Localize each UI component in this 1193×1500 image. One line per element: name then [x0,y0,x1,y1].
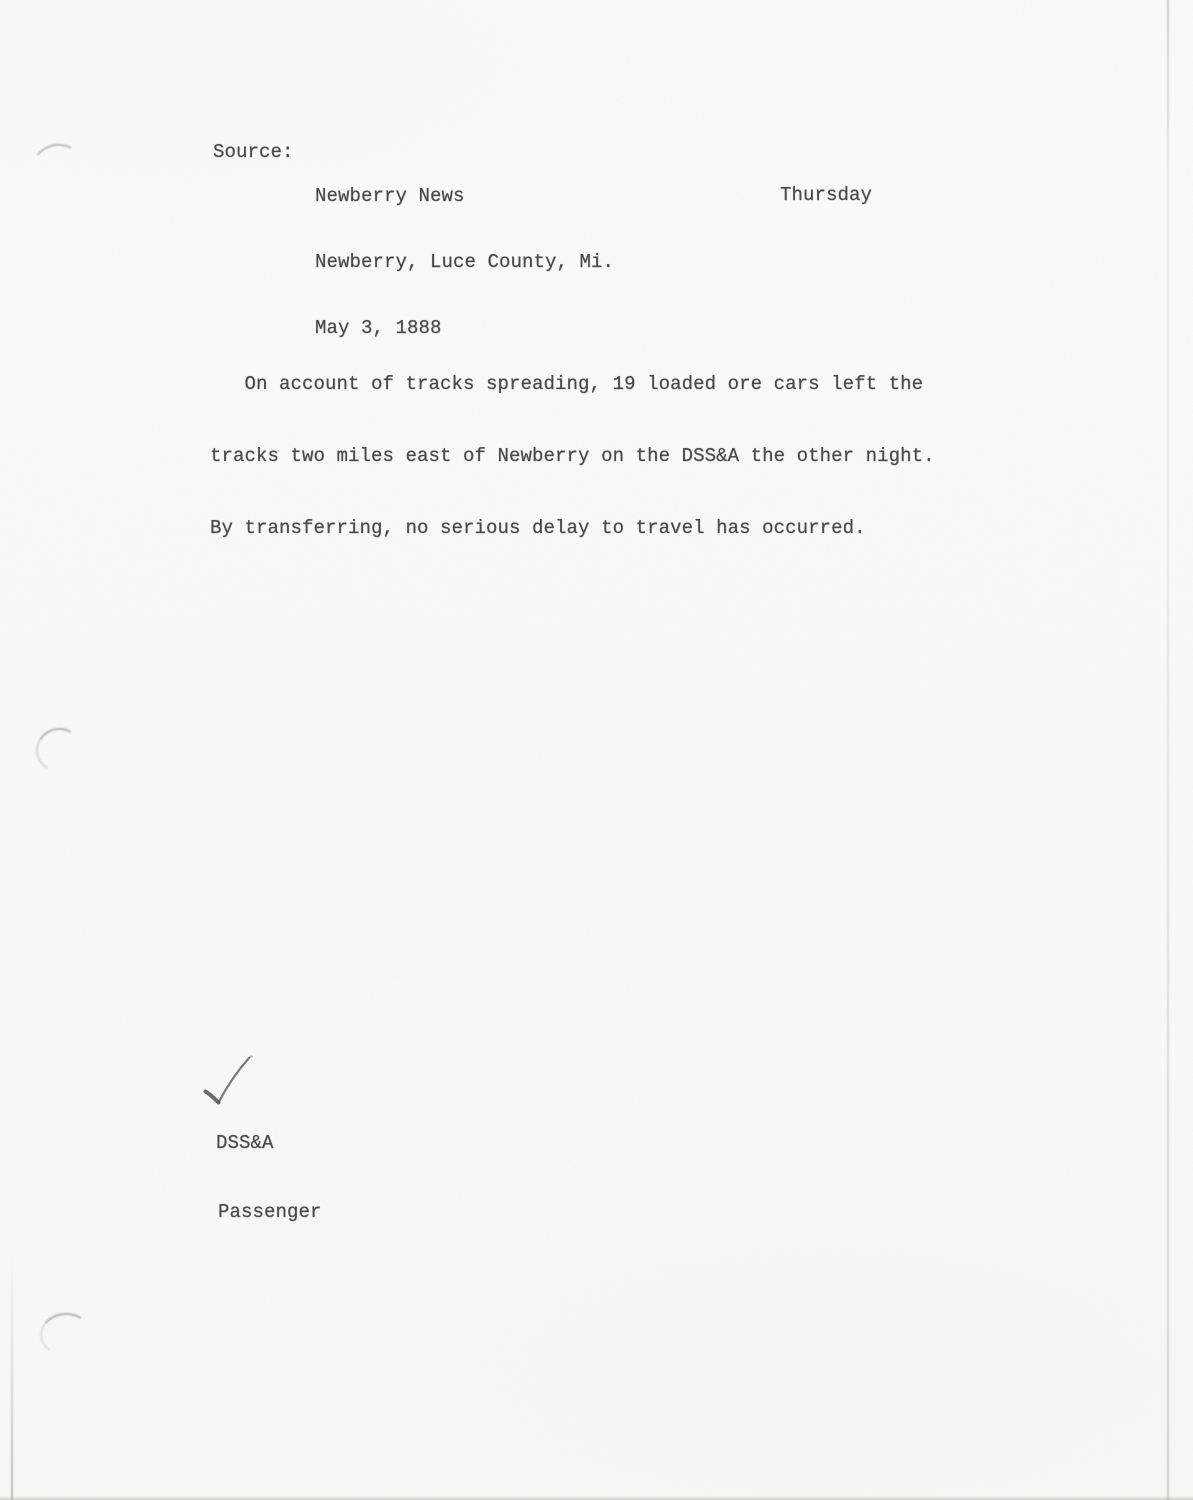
filing-tag-railroad: DSS&A [216,1132,274,1154]
body-line: tracks two miles east of Newberry on the DSS&A the other night. [210,445,935,467]
scan-edge-line-right [1167,0,1169,1500]
source-label: Source: [213,141,294,163]
punch-hole-mark [37,1310,92,1359]
source-date: May 3, 1888 [315,317,442,339]
body-line: By transferring, no serious delay to travel has occurred. [210,517,866,539]
punch-hole-mark [31,723,86,777]
filing-tags [216,1086,322,1270]
scan-edge-line-left [11,1255,13,1500]
body-line: On account of tracks spreading, 19 loaded ore cars left the [210,373,924,395]
day-of-week: Thursday [780,184,873,206]
body-paragraph [210,324,935,588]
source-location: Newberry, Luce County, Mi. [315,251,615,273]
scan-edge-line-bottom [0,1496,1193,1500]
source-name: Newberry News [315,185,465,207]
punch-hole-mark [29,139,84,188]
filing-tag-category: Passenger [218,1201,322,1223]
